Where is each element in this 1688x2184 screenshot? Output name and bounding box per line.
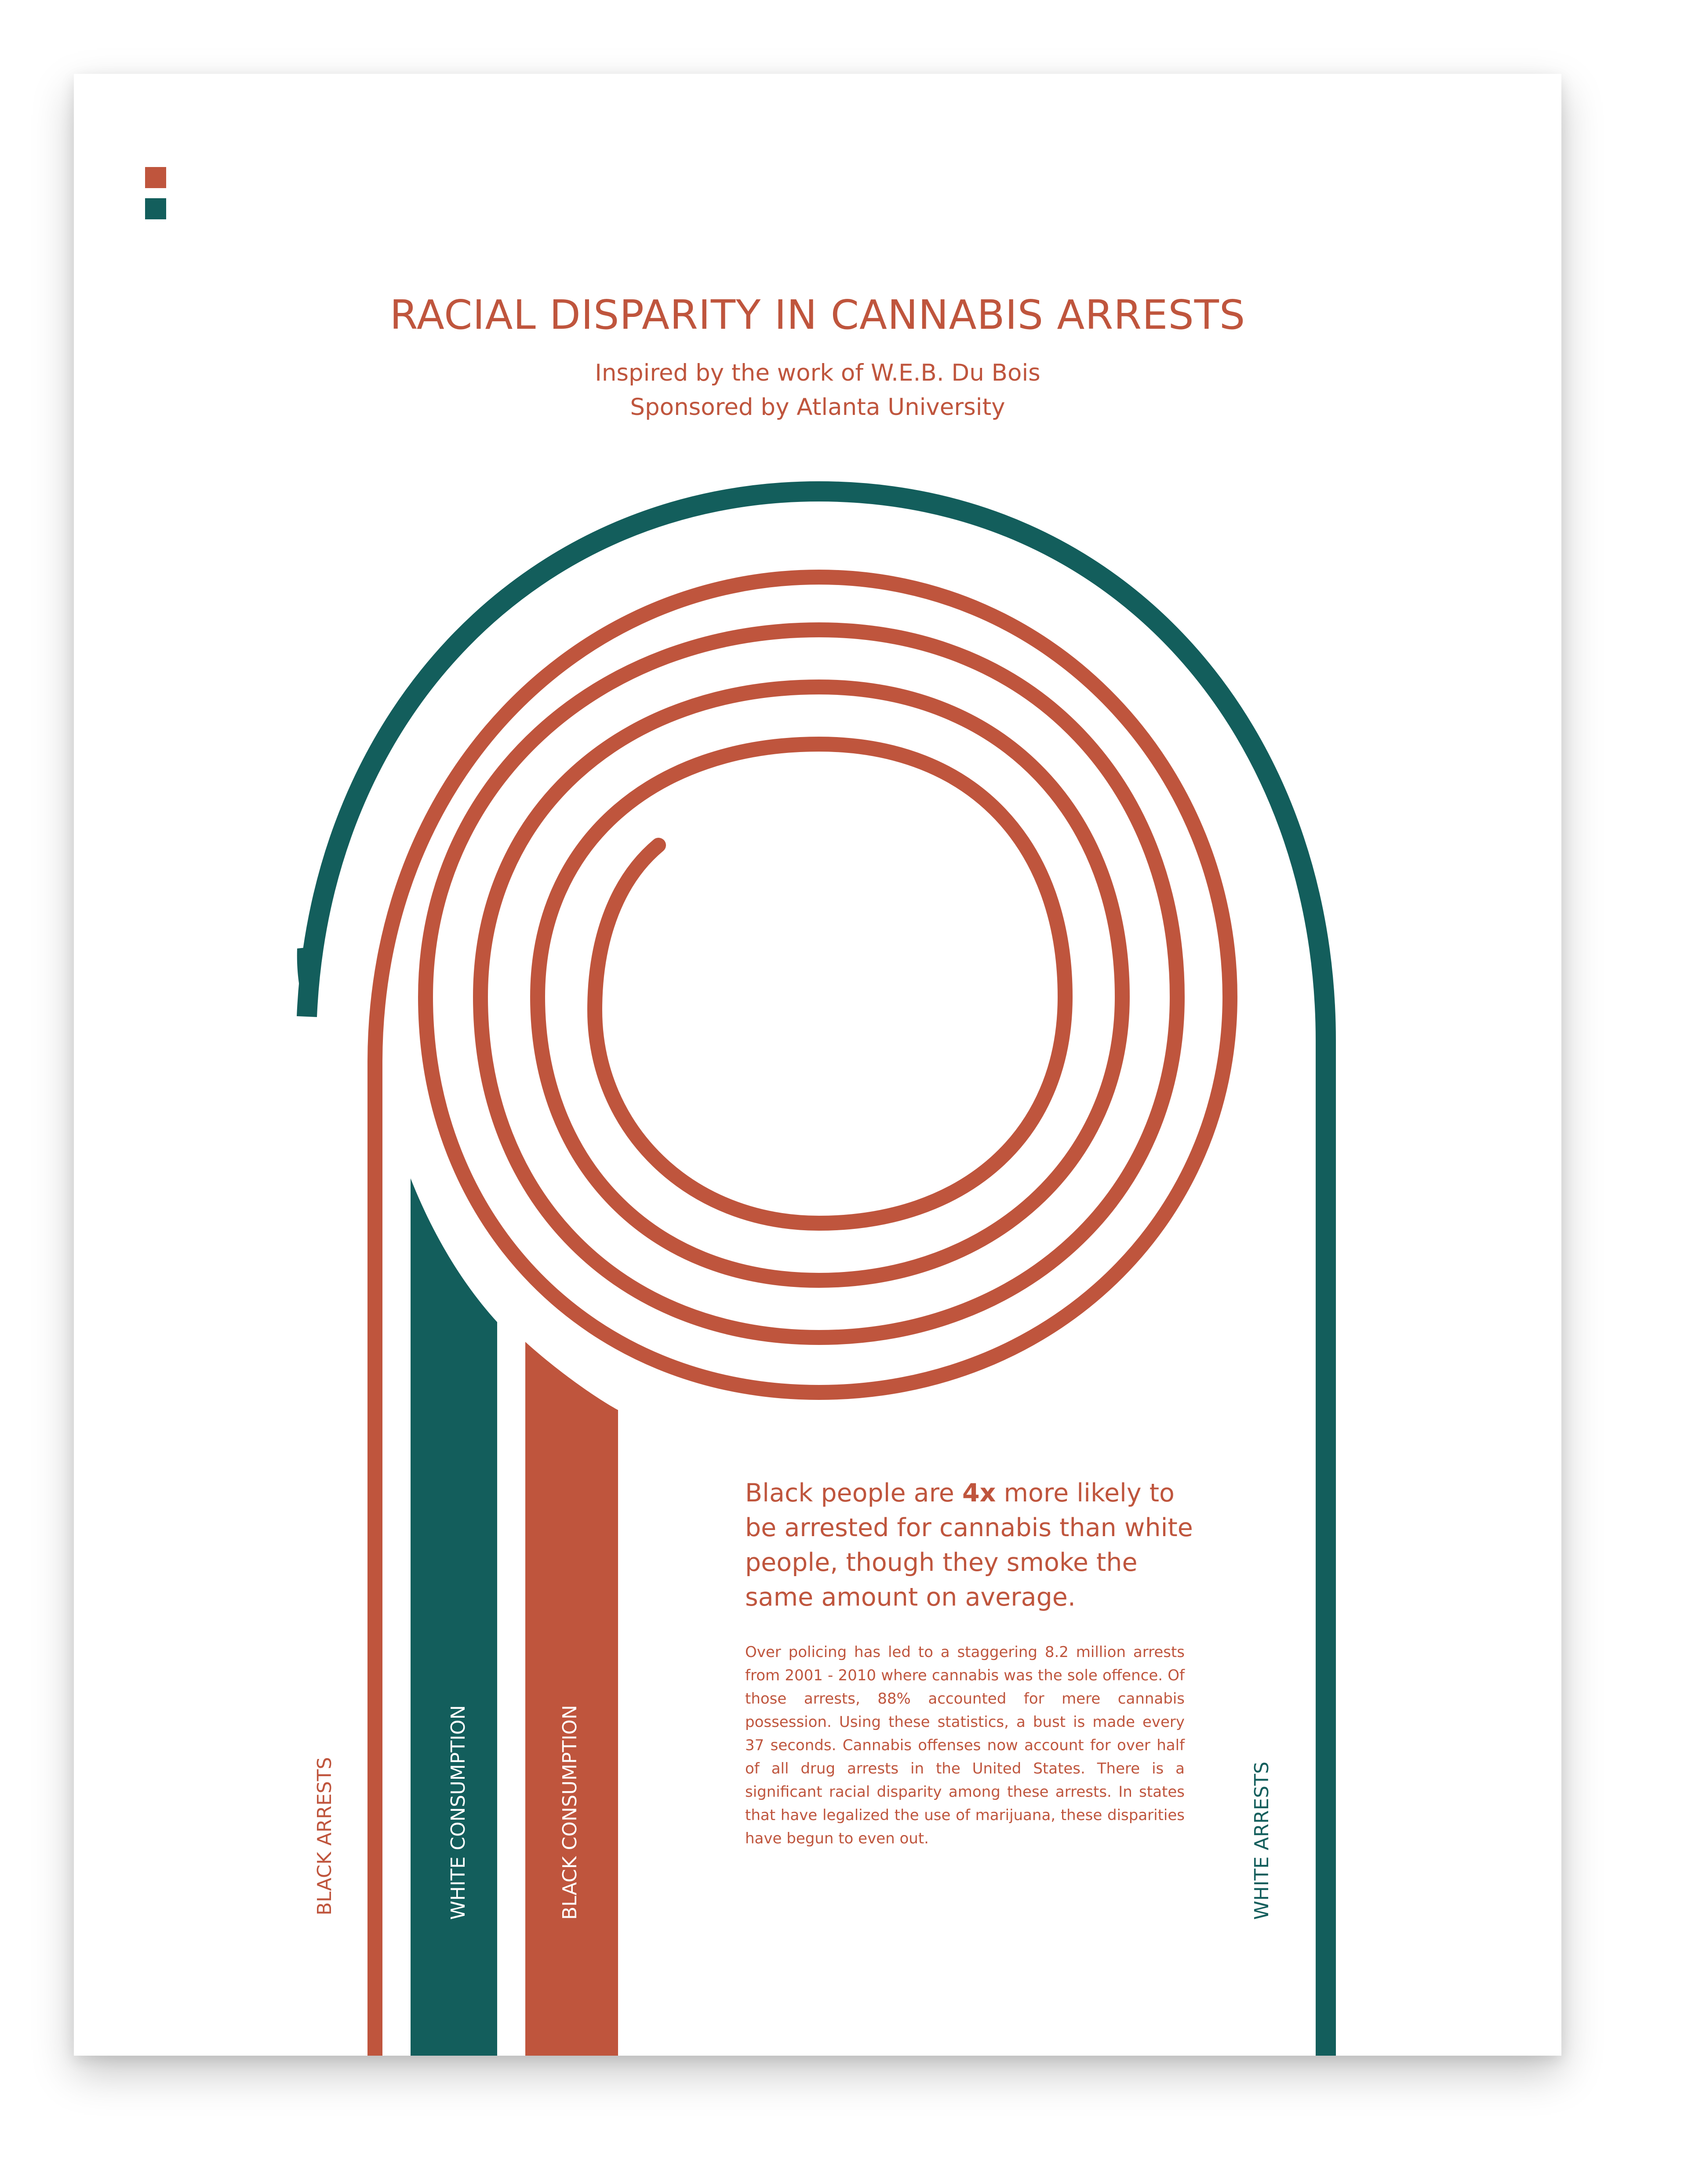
headline-pre: Black people are bbox=[745, 1479, 962, 1508]
poster-subtitle-inspired: Inspired by the work of W.E.B. Du Bois bbox=[595, 360, 1040, 386]
headline-post: more likely to be arrested for cannabis than white people, though they smoke the same amount on average. bbox=[745, 1479, 1193, 1612]
label-white-consumption: WHITE CONSUMPTION bbox=[447, 1705, 469, 1920]
label-black-arrests: BLACK ARRESTS bbox=[313, 1757, 336, 1915]
headline-text bbox=[745, 1476, 1193, 1615]
body-text: Over policing has led to a staggering 8.2 million arrests from 2001 - 2010 where cannabis was the sole offence. Of those arrests, 88% accounted for mere cannabis possession. Using these statistics, a bust is made every 37 seconds. Cannabis offenses now account for over half of all drug arrests in the United States. There is a significant racial disparity among these arrests. In states that have legalized the use of marijuana, these disparities have begun to even out. bbox=[745, 1643, 1185, 1847]
white-consumption-bar bbox=[411, 1178, 497, 2056]
headline-highlight: 4x bbox=[962, 1479, 996, 1508]
black-consumption-bar bbox=[525, 1342, 618, 2056]
label-white-arrests: WHITE ARRESTS bbox=[1251, 1761, 1273, 1920]
label-black-consumption: BLACK CONSUMPTION bbox=[559, 1705, 581, 1920]
poster-title: RACIAL DISPARITY IN CANNABIS ARRESTS bbox=[389, 291, 1246, 338]
poster-subtitle-sponsor: Sponsored by Atlanta University bbox=[630, 394, 1005, 421]
poster-sheet bbox=[74, 74, 1561, 2056]
